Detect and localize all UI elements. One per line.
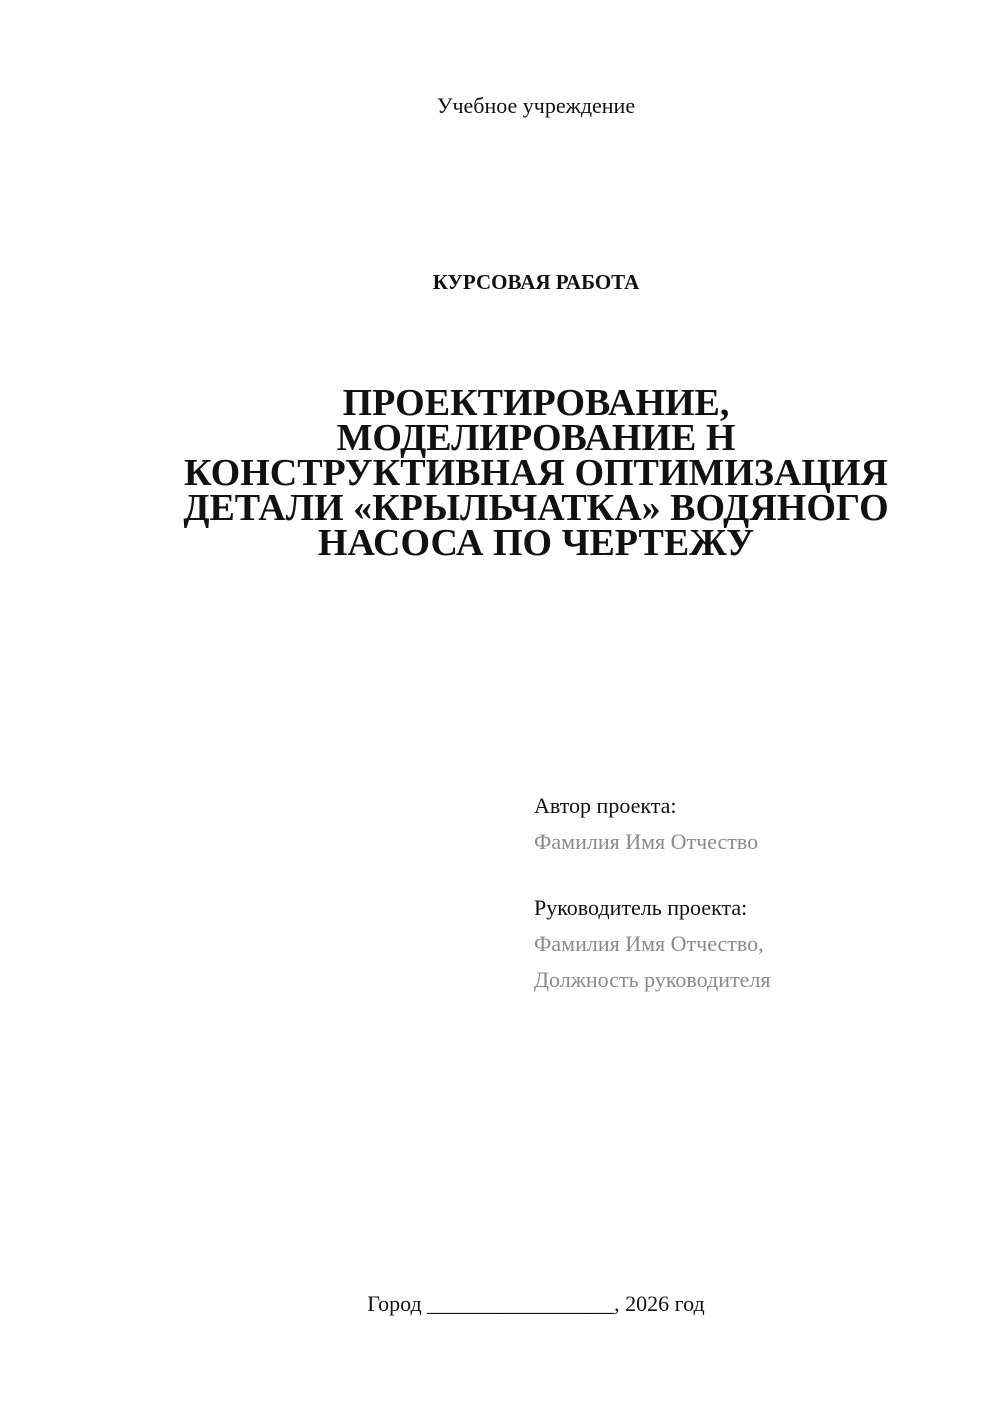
city-year-line: Город _________________, 2026 год — [367, 1291, 705, 1316]
document-title — [0, 382, 1000, 564]
title-line: МОДЕЛИРОВАНИЕ Н — [336, 417, 736, 459]
title-line: КОНСТРУКТИВНАЯ ОПТИМИЗАЦИЯ — [184, 452, 888, 494]
supervisor-label: Руководитель проекта: — [534, 895, 748, 920]
credits-block — [534, 788, 974, 998]
work-type: КУРСОВАЯ РАБОТА — [432, 270, 640, 294]
author-label: Автор проекта: — [534, 793, 677, 818]
title-line: ПРОЕКТИРОВАНИЕ, — [342, 382, 730, 424]
title-line: ДЕТАЛИ «КРЫЛЬЧАТКА» ВОДЯНОГО — [183, 487, 889, 529]
title-line: НАСОСА ПО ЧЕРТЕЖУ — [317, 522, 755, 564]
spacer — [534, 860, 974, 890]
institution-name: Учебное учреждение — [436, 93, 636, 118]
supervisor-position: Должность руководителя — [534, 967, 771, 992]
author-name: Фамилия Имя Отчество — [534, 829, 759, 854]
supervisor-name: Фамилия Имя Отчество, — [534, 931, 764, 956]
